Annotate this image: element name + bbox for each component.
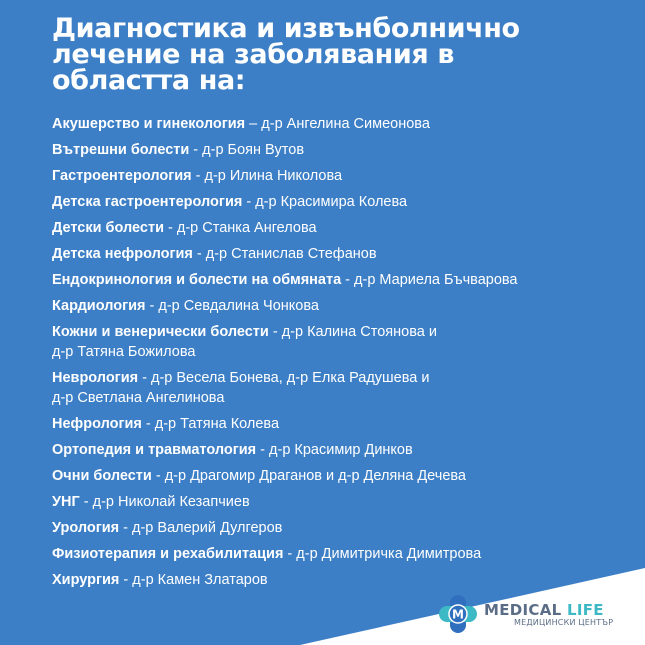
separator: - <box>191 168 205 184</box>
logo-letter: M <box>452 607 464 622</box>
doctor-name: д-р Димитричка Димитрова <box>296 546 482 562</box>
specialty-name: Очни болести <box>52 468 152 484</box>
separator: - <box>145 298 159 314</box>
separator: - <box>79 494 93 510</box>
separator: - <box>189 142 203 158</box>
specialty-name: Акушерство и гинекология <box>52 116 246 132</box>
capsule-logo-icon <box>438 594 478 634</box>
specialty-name: Физиотерапия и рехабилитация <box>52 546 284 562</box>
separator: - <box>256 442 270 458</box>
doctor-name: д-р Николай Кезапчиев <box>92 494 250 510</box>
specialty-name: Ортопедия и травматология <box>52 442 257 458</box>
doctor-name: д-р Татяна Колева <box>154 416 280 432</box>
specialty-name: УНГ <box>52 494 80 510</box>
specialty-name: Кожни и венерически болести <box>52 324 269 340</box>
doctor-name: д-р Мариела Бъчварова <box>354 272 518 288</box>
separator: - <box>119 572 133 588</box>
separator: - <box>151 468 165 484</box>
specialty-name: Детска гастроентерология <box>52 194 243 210</box>
specialty-name: Детски болести <box>52 220 164 236</box>
separator: - <box>141 416 155 432</box>
title-line: лечение на заболявания в <box>52 39 455 70</box>
separator: - <box>268 324 282 340</box>
medical-life-logo <box>438 594 613 634</box>
doctor-name: д-р Весела Бонева, д-р Елка Радушева и <box>150 370 430 386</box>
doctor-name: д-р Красимира Колева <box>255 194 408 210</box>
doctor-name: д-р Ангелина Симеонова <box>261 116 430 132</box>
title-line: областта на: <box>52 65 246 96</box>
doctor-name: д-р Валерий Дулгеров <box>132 520 283 536</box>
specialty-name: Хирургия <box>52 572 120 588</box>
specialty-name: Урология <box>52 520 120 536</box>
brand-text <box>484 602 613 627</box>
specialty-name: Вътрешни болести <box>52 142 190 158</box>
specialty-name: Кардиология <box>52 298 146 314</box>
specialty-name: Детска нефрология <box>52 246 193 262</box>
separator: - <box>242 194 256 210</box>
doctor-name: д-р Камен Златаров <box>132 572 268 588</box>
doctor-name: д-р Боян Вутов <box>202 142 305 158</box>
doctor-name: д-р Драгомир Драганов и д-р Деляна Дечева <box>164 468 466 484</box>
doctor-name: д-р Калина Стоянова и <box>281 324 437 340</box>
doctor-name: д-р Станка Ангелова <box>176 220 317 236</box>
specialty-name: Ендокринология и болести на обмяната <box>52 272 342 288</box>
separator: - <box>119 520 133 536</box>
brand-name-part2: LIFE <box>567 600 604 619</box>
doctor-name: д-р Станислав Стефанов <box>205 246 377 262</box>
doctor-name: д-р Красимир Динков <box>269 442 413 458</box>
brand-name <box>484 602 613 618</box>
brand-tagline: МЕДИЦИНСКИ ЦЕНТЪР <box>514 617 614 627</box>
specialty-name: Нефрология <box>52 416 142 432</box>
doctor-name: д-р Илина Николова <box>204 168 343 184</box>
brand-name-part1: MEDICAL <box>484 600 562 619</box>
title-line: Диагностика и извънболнично <box>52 13 520 44</box>
separator: - <box>341 272 355 288</box>
separator: - <box>138 370 151 386</box>
doctor-name: д-р Севдалина Чонкова <box>158 298 319 314</box>
specialty-name: Неврология <box>52 370 139 386</box>
doctor-name-continued: д-р Светлана Ангелинова <box>52 390 225 406</box>
separator: - <box>192 246 206 262</box>
separator: - <box>163 220 177 236</box>
specialty-name: Гастроентерология <box>52 168 192 184</box>
doctor-name-continued: д-р Татяна Божилова <box>52 344 196 360</box>
separator: – <box>245 116 262 132</box>
separator: - <box>283 546 297 562</box>
